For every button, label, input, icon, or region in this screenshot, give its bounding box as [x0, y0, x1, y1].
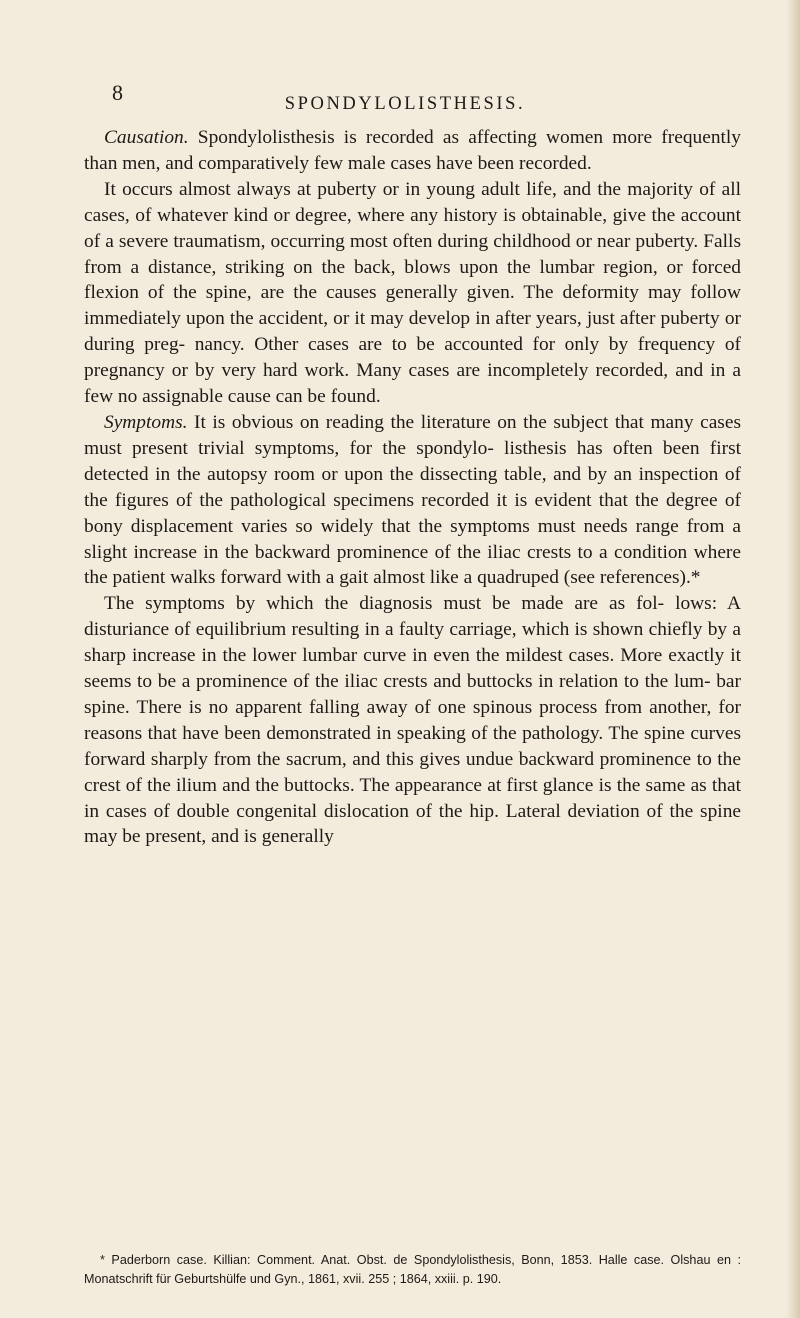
paragraph-symptoms	[84, 410, 741, 591]
running-title: SPONDYLOLISTHESIS.	[284, 94, 526, 114]
paragraph-causation	[84, 125, 741, 177]
body-text	[84, 125, 741, 850]
paragraph-symptoms-text: It is obvious on reading the literature on the subject that many cases must present trivial symptoms, for the spondylo- listhesis has often been first detected in the autopsy room or upon the dissecting table, and by an inspection of the figures of the pathological specimens recorded it is evident that the degree of bony displacement varies so widely that the symptoms must needs range from a slight increase in the backward prominence of the iliac crests to a condition where the patient walks forward with a gait almost like a quadruped (see references).*	[84, 411, 741, 589]
footnotes	[84, 1251, 741, 1289]
page-edge-shadow	[786, 0, 800, 1318]
footnote: * Paderborn case. Killian: Comment. Anat. Obst. de Spondylolisthesis, Bonn, 1853. Halle case. Olshau en : Monatschrift für Geburtshülfe und Gyn., 1861, xvii. 255 ; 1864, xxiii. p. 190.	[84, 1253, 741, 1286]
paragraph-causation-text: Spondylolisthesis is recorded as affecting women more frequently than men, and comparatively few male cases have been recorded.	[84, 127, 741, 174]
section-heading-symptoms: Symptoms.	[104, 411, 188, 433]
section-heading-causation: Causation.	[104, 127, 189, 148]
page-number: 8	[112, 80, 123, 105]
paragraph-diagnosis: The symptoms by which the diagnosis must be made are as fol- lows: A disturiance of equilibrium resulting in a faulty carriage, which is shown chiefly by a sharp increase in the lower lumbar curve in even the mildest cases. More exactly it seems to be a prominence of the iliac crests and buttocks in relation to the lum- bar spine. There is no apparent falling away of one spinous process from another, for reasons that have been demonstrated in speaking of the pathology. The spine curves forward sharply from the sacrum, and this gives undue backward prominence to the crest of the ilium and the buttocks. The appearance at first glance is the same as that in cases of double congenital dislocation of the hip. Lateral deviation of the spine may be present, and is generally	[84, 593, 741, 848]
paragraph-puberty: It occurs almost always at puberty or in young adult life, and the majority of all cases, of whatever kind or degree, where any history is obtainable, give the account of a severe traumatism, occurring most often during childhood or near puberty. Falls from a distance, striking on the back, blows upon the lumbar region, or forced flexion of the spine, are the causes generally given. The deformity may follow immediately upon the accident, or it may develop in after years, just after puberty or during preg- nancy. Other cases are to be accounted for only by frequency of pregnancy or by very hard work. Many cases are incompletely recorded, and in a few no assignable cause can be found.	[84, 178, 741, 408]
